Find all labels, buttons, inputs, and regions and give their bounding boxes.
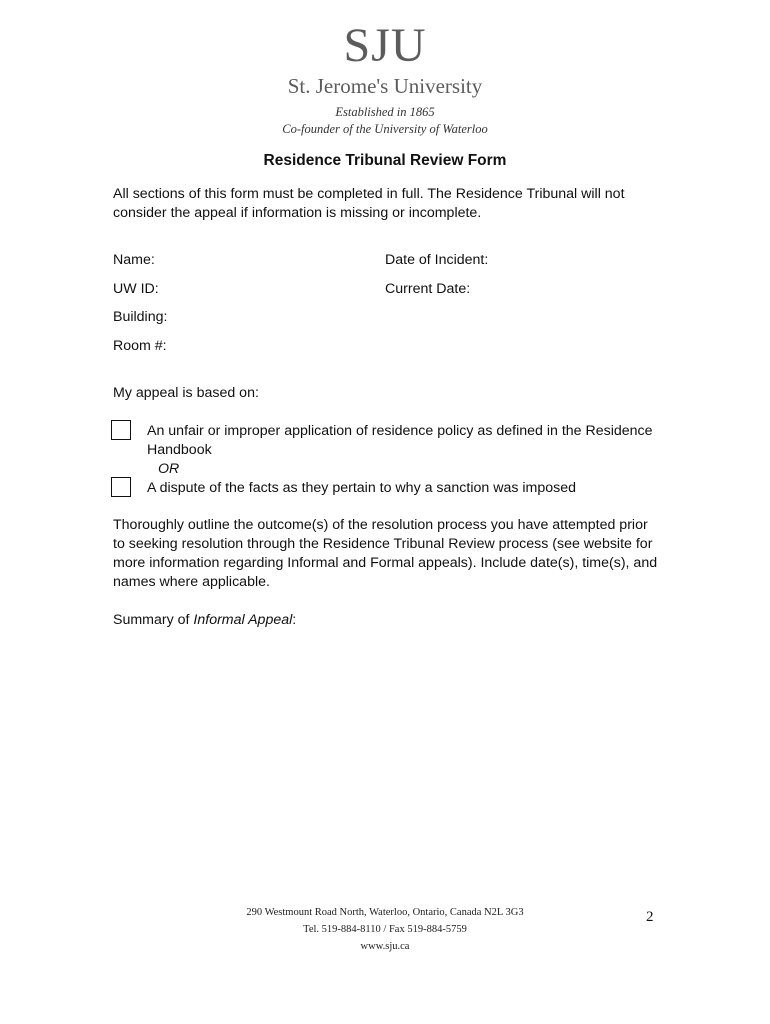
date-of-incident-field-label: Date of Incident: [385, 252, 489, 268]
page-number: 2 [646, 909, 654, 925]
or-separator: OR [158, 461, 180, 477]
room-field-label: Room #: [113, 338, 167, 354]
university-name: St. Jerome's University [287, 74, 483, 98]
policy-misapplication-checkbox[interactable] [111, 420, 131, 440]
outline-line: names where applicable. [113, 574, 270, 590]
established-text: Established in 1865 [335, 105, 435, 119]
instructions-line: consider the appeal if information is missing or incomplete. [113, 205, 482, 221]
page-footer [0, 904, 770, 955]
cofounder-text: Co-founder of the University of Waterloo [282, 121, 488, 136]
building-field-label: Building: [113, 309, 168, 325]
university-logo: SJU [343, 19, 427, 72]
fact-dispute-option: A dispute of the facts as they pertain to why a sanction was imposed [147, 480, 577, 496]
summary-emphasis: Informal Appeal [193, 612, 293, 628]
name-field-label: Name: [113, 252, 155, 268]
footer-address: 290 Westmount Road North, Waterloo, Ontario, Canada N2L 3G3 [246, 907, 524, 918]
footer-website: www.sju.ca [360, 941, 410, 952]
uw-id-field-label: UW ID: [113, 281, 159, 297]
fact-dispute-checkbox[interactable] [111, 477, 131, 497]
summary-informal-appeal-label [113, 611, 296, 630]
outline-line: more information regarding Informal and Formal appeals). Include date(s), time(s), and [113, 555, 658, 571]
footer-phone-fax: Tel. 519-884-8110 / Fax 519-884-5759 [303, 924, 467, 935]
form-title: Residence Tribunal Review Form [263, 152, 507, 169]
summary-suffix: : [292, 612, 297, 628]
outline-line: Thoroughly outline the outcome(s) of the resolution process you have attempted prior [113, 517, 648, 533]
outline-line: to seeking resolution through the Residence Tribunal Review process (see website for [113, 536, 653, 552]
appeal-basis-label: My appeal is based on: [113, 385, 259, 401]
option-text-line: An unfair or improper application of residence policy as defined in the Residence [147, 423, 653, 439]
current-date-field-label: Current Date: [385, 281, 471, 297]
option-text-line: Handbook [147, 442, 212, 458]
summary-prefix: Summary of [113, 612, 194, 628]
instructions-line: All sections of this form must be completed in full. The Residence Tribunal will not [113, 186, 625, 202]
letterhead-tagline [0, 104, 770, 138]
form-instructions [113, 185, 653, 223]
policy-misapplication-option [147, 422, 667, 460]
outline-instructions [113, 516, 673, 592]
